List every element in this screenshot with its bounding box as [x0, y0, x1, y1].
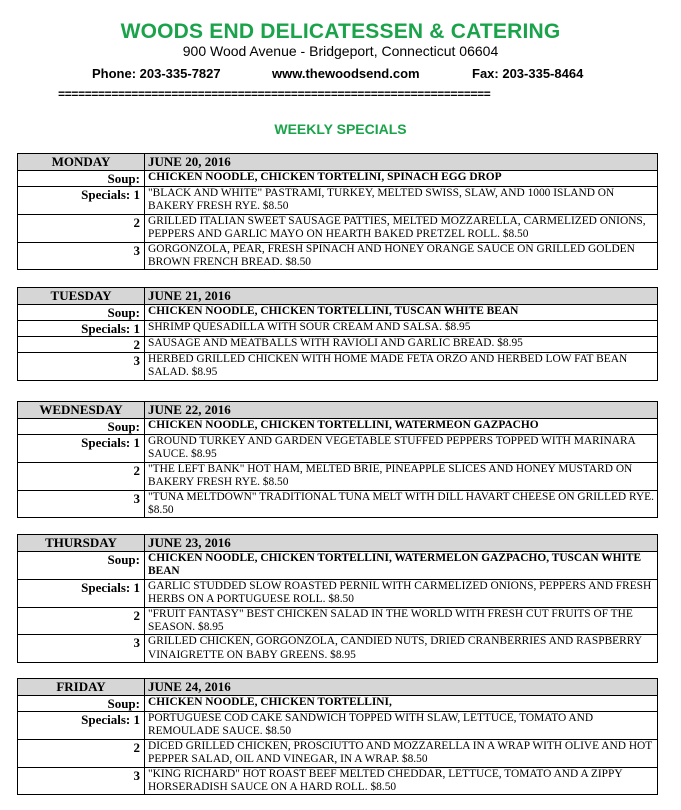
special-text: GROUND TURKEY AND GARDEN VEGETABLE STUFFED PEPPERS TOPPED WITH MARINARA SAUCE. $8.95 [145, 435, 658, 463]
soup-text: CHICKEN NOODLE, CHICKEN TORTELLINI, WATERMELON GAZPACHO, TUSCAN WHITE BEAN [145, 552, 658, 580]
day-header-row [18, 402, 658, 419]
special-text: GARLIC STUDDED SLOW ROASTED PERNIL WITH CARMELIZED ONIONS, PEPPERS AND FRESH HERBS ON A PORTUGUESE ROLL. $8.50 [145, 579, 658, 607]
special-row [18, 767, 658, 795]
special-text: GORGONZOLA, PEAR, FRESH SPINACH AND HONEY ORANGE SAUCE ON GRILLED GOLDEN BROWN FRENCH BREAD. $8.50 [145, 242, 658, 270]
special-label: Specials: 1 [18, 321, 145, 337]
business-address: 900 Wood Avenue - Bridgeport, Connecticut 06604 [182, 43, 499, 59]
business-name: WOODS END DELICATESSEN & CATERING [120, 20, 561, 43]
special-label: 3 [18, 353, 145, 381]
special-label: 3 [18, 242, 145, 270]
special-label: 2 [18, 739, 145, 767]
day-date: JUNE 20, 2016 [145, 154, 658, 171]
special-label: Specials: 1 [18, 579, 145, 607]
special-text: SAUSAGE AND MEATBALLS WITH RAVIOLI AND GARLIC BREAD. $8.95 [145, 337, 658, 353]
soup-text: CHICKEN NOODLE, CHICKEN TORTELLINI, WATERMEON GAZPACHO [145, 419, 658, 435]
day-name: FRIDAY [18, 679, 145, 696]
soup-label: Soup: [18, 305, 145, 321]
special-text: GRILLED CHICKEN, GORGONZOLA, CANDIED NUTS, DRIED CRANBERRIES AND RASPBERRY VINAIGRETTE ON BABY GREENS. $8.95 [145, 635, 658, 663]
day-header-row [18, 679, 658, 696]
special-row [18, 187, 658, 215]
day-date: JUNE 21, 2016 [145, 288, 658, 305]
phone-number: Phone: 203-335-7827 [92, 66, 221, 81]
section-title: WEEKLY SPECIALS [274, 121, 407, 137]
day-table-tuesday [17, 287, 658, 381]
soup-label: Soup: [18, 552, 145, 580]
special-label: Specials: 1 [18, 187, 145, 215]
special-row [18, 435, 658, 463]
special-row [18, 635, 658, 663]
special-row [18, 490, 658, 518]
website-link[interactable]: www.thewoodsend.com [272, 66, 420, 81]
special-text: "KING RICHARD" HOT ROAST BEEF MELTED CHEDDAR, LETTUCE, TOMATO AND A ZIPPY HORSERADISH SAUCE ON A HARD ROLL. $8.50 [145, 767, 658, 795]
soup-text: CHICKEN NOODLE, CHICKEN TORTELINI, SPINACH EGG DROP [145, 171, 658, 187]
special-label: 2 [18, 607, 145, 635]
special-row [18, 321, 658, 337]
day-header-row [18, 535, 658, 552]
special-text: "FRUIT FANTASY" BEST CHICKEN SALAD IN THE WORLD WITH FRESH CUT FRUITS OF THE SEASON. $8.95 [145, 607, 658, 635]
special-label: 2 [18, 337, 145, 353]
special-text: "BLACK AND WHITE" PASTRAMI, TURKEY, MELTED SWISS, SLAW, AND 1000 ISLAND ON BAKERY FRESH RYE. $8.50 [145, 187, 658, 215]
day-table-wednesday [17, 401, 658, 518]
special-row [18, 214, 658, 242]
special-row [18, 462, 658, 490]
special-text: HERBED GRILLED CHICKEN WITH HOME MADE FETA ORZO AND HERBED LOW FAT BEAN SALAD. $8.95 [145, 353, 658, 381]
special-label: 2 [18, 214, 145, 242]
day-date: JUNE 24, 2016 [145, 679, 658, 696]
day-name: WEDNESDAY [18, 402, 145, 419]
soup-text: CHICKEN NOODLE, CHICKEN TORTELLINI, [145, 696, 658, 712]
fax-number: Fax: 203-335-8464 [472, 66, 584, 81]
special-text: "TUNA MELTDOWN" TRADITIONAL TUNA MELT WITH DILL HAVART CHEESE ON GRILLED RYE. $8.50 [145, 490, 658, 518]
day-name: THURSDAY [18, 535, 145, 552]
soup-label: Soup: [18, 419, 145, 435]
header-divider: ================================================================= [58, 88, 491, 102]
day-header-row [18, 154, 658, 171]
soup-label: Soup: [18, 171, 145, 187]
special-label: Specials: 1 [18, 435, 145, 463]
soup-row [18, 552, 658, 580]
soup-row [18, 696, 658, 712]
special-text: "THE LEFT BANK" HOT HAM, MELTED BRIE, PINEAPPLE SLICES AND HONEY MUSTARD ON BAKERY FRESH RYE. $8.50 [145, 462, 658, 490]
special-label: 3 [18, 490, 145, 518]
special-label: 2 [18, 462, 145, 490]
special-text: GRILLED ITALIAN SWEET SAUSAGE PATTIES, MELTED MOZZARELLA, CARMELIZED ONIONS, PEPPERS AND GARLIC MAYO ON HEARTH BAKED PRETZEL ROLL. $8.50 [145, 214, 658, 242]
special-row [18, 712, 658, 740]
soup-text: CHICKEN NOODLE, CHICKEN TORTELLINI, TUSCAN WHITE BEAN [145, 305, 658, 321]
soup-row [18, 305, 658, 321]
special-row [18, 353, 658, 381]
soup-row [18, 419, 658, 435]
special-text: SHRIMP QUESADILLA WITH SOUR CREAM AND SALSA. $8.95 [145, 321, 658, 337]
day-header-row [18, 288, 658, 305]
special-row [18, 607, 658, 635]
soup-row [18, 171, 658, 187]
day-date: JUNE 23, 2016 [145, 535, 658, 552]
day-table-friday [17, 678, 658, 795]
day-date: JUNE 22, 2016 [145, 402, 658, 419]
special-text: DICED GRILLED CHICKEN, PROSCIUTTO AND MOZZARELLA IN A WRAP WITH OLIVE AND HOT PEPPER SALAD, OIL AND VINEGAR, IN A WRAP. $8.50 [145, 739, 658, 767]
special-label: Specials: 1 [18, 712, 145, 740]
special-text: PORTUGUESE COD CAKE SANDWICH TOPPED WITH SLAW, LETTUCE, TOMATO AND REMOULADE SAUCE. $8.50 [145, 712, 658, 740]
soup-label: Soup: [18, 696, 145, 712]
day-name: TUESDAY [18, 288, 145, 305]
special-row [18, 337, 658, 353]
day-table-monday [17, 153, 658, 270]
special-row [18, 579, 658, 607]
day-table-thursday [17, 534, 658, 663]
special-label: 3 [18, 767, 145, 795]
special-row [18, 242, 658, 270]
special-row [18, 739, 658, 767]
special-label: 3 [18, 635, 145, 663]
day-name: MONDAY [18, 154, 145, 171]
